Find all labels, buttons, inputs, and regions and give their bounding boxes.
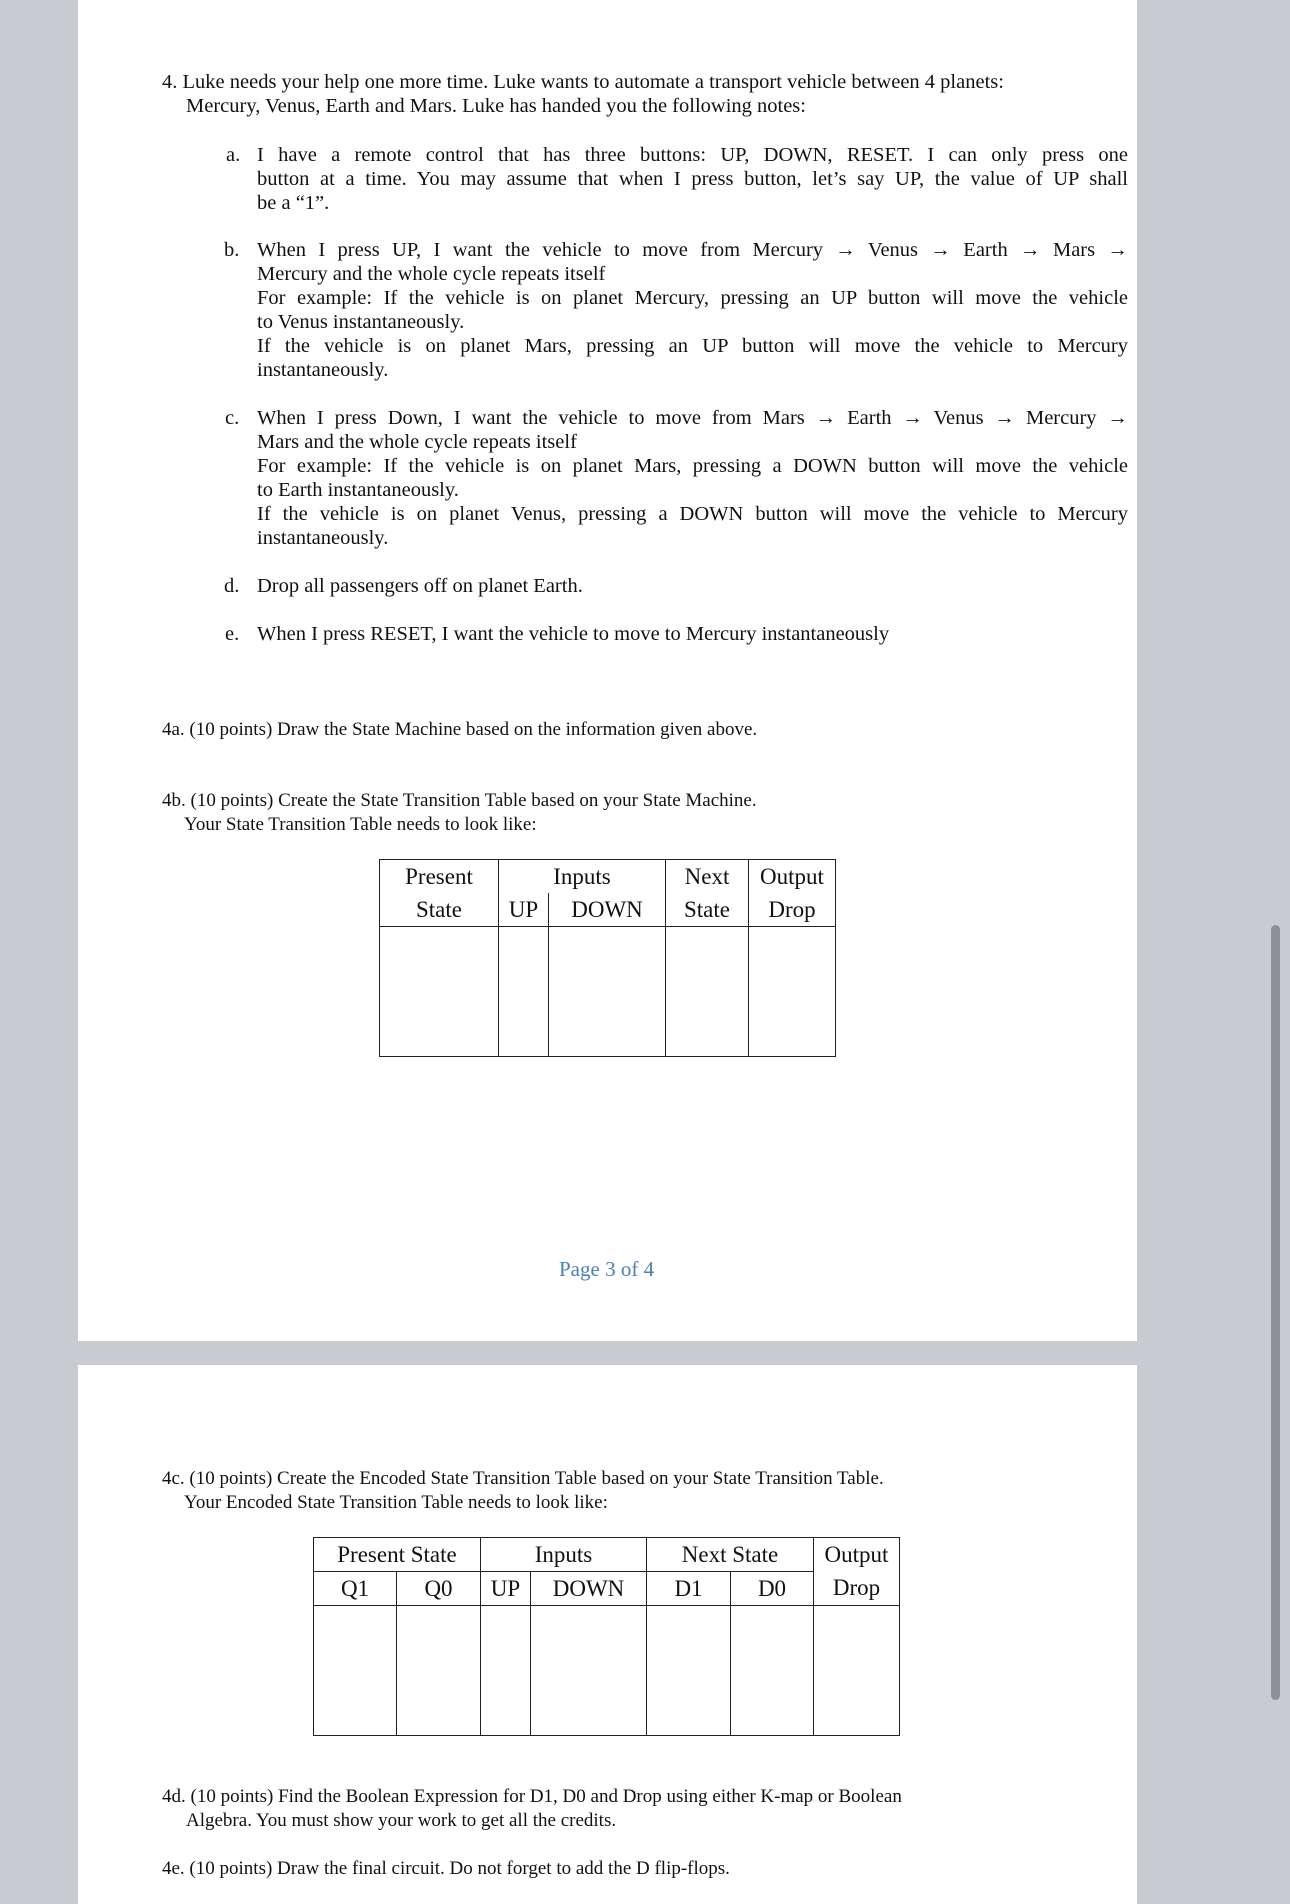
blank-cell bbox=[499, 927, 549, 1057]
header-down: DOWN bbox=[531, 1572, 647, 1606]
header-output: Output bbox=[814, 1538, 900, 1572]
header-down: DOWN bbox=[549, 893, 666, 927]
document-page-3 bbox=[78, 0, 1137, 1341]
question-4b-line-1: 4b. (10 points) Create the State Transition Table based on your State Machine. bbox=[162, 790, 757, 811]
item-b-line: instantaneously. bbox=[257, 359, 389, 381]
header-up: UP bbox=[499, 893, 549, 927]
item-b-line: When I press UP, I want the vehicle to move from Mercury → Venus → Earth → Mars → bbox=[257, 239, 1128, 261]
page-number: Page 3 of 4 bbox=[559, 1257, 655, 1281]
question-4b-line-2: Your State Transition Table needs to look like: bbox=[184, 814, 537, 835]
item-b-line: to Venus instantaneously. bbox=[257, 311, 465, 333]
header-next-state: Next State bbox=[647, 1538, 814, 1572]
question-4c-line-1: 4c. (10 points) Create the Encoded State Transition Table based on your State Transition Table. bbox=[162, 1468, 884, 1489]
document-page-4 bbox=[78, 1365, 1137, 1904]
item-e-line: When I press RESET, I want the vehicle to move to Mercury instantaneously bbox=[257, 623, 890, 645]
blank-cell bbox=[314, 1606, 397, 1736]
blank-cell bbox=[749, 927, 836, 1057]
question-4d-line-1: 4d. (10 points) Find the Boolean Expression for D1, D0 and Drop using either K-map or Boolean bbox=[162, 1786, 902, 1807]
question-4a: 4a. (10 points) Draw the State Machine based on the information given above. bbox=[162, 719, 758, 740]
blank-cell bbox=[814, 1606, 900, 1736]
item-e-marker: e. bbox=[225, 623, 240, 645]
item-a-line: button at a time. You may assume that when I press button, let’s say UP, the value of UP shall bbox=[257, 168, 1128, 190]
item-c-line: to Earth instantaneously. bbox=[257, 479, 459, 501]
item-b-line: Mercury and the whole cycle repeats itself bbox=[257, 263, 606, 285]
question-4d-line-2: Algebra. You must show your work to get all the credits. bbox=[186, 1810, 617, 1831]
blank-cell bbox=[549, 927, 666, 1057]
header-present: Present bbox=[380, 860, 499, 894]
question-4e: 4e. (10 points) Draw the final circuit. Do not forget to add the D flip-flops. bbox=[162, 1858, 730, 1879]
blank-cell bbox=[647, 1606, 731, 1736]
item-a-marker: a. bbox=[226, 144, 241, 166]
question-4-intro-line-1: 4. Luke needs your help one more time. Luke wants to automate a transport vehicle between 4 planets: bbox=[162, 71, 1004, 93]
item-c-line: When I press Down, I want the vehicle to move from Mars → Earth → Venus → Mercury → bbox=[257, 407, 1128, 429]
question-4-intro-line-2: Mercury, Venus, Earth and Mars. Luke has handed you the following notes: bbox=[186, 95, 806, 117]
header-drop: Drop bbox=[749, 893, 836, 927]
header-d1: D1 bbox=[647, 1572, 731, 1606]
item-a-line: I have a remote control that has three buttons: UP, DOWN, RESET. I can only press one bbox=[257, 144, 1128, 166]
scrollbar-thumb[interactable] bbox=[1271, 925, 1280, 1700]
item-c-line: For example: If the vehicle is on planet Mars, pressing a DOWN button will move the vehicle bbox=[257, 455, 1128, 477]
item-d-line: Drop all passengers off on planet Earth. bbox=[257, 575, 583, 597]
header-inputs: Inputs bbox=[481, 1538, 647, 1572]
blank-cell bbox=[380, 927, 499, 1057]
header-output: Output bbox=[749, 860, 836, 894]
blank-cell bbox=[481, 1606, 531, 1736]
header-d0: D0 bbox=[731, 1572, 814, 1606]
header-next: Next bbox=[666, 860, 749, 894]
header-up: UP bbox=[481, 1572, 531, 1606]
header-present-state: Present State bbox=[314, 1538, 481, 1572]
header-next-state: State bbox=[666, 893, 749, 927]
blank-cell bbox=[666, 927, 749, 1057]
header-q1: Q1 bbox=[314, 1572, 397, 1606]
item-c-line: If the vehicle is on planet Venus, pressing a DOWN button will move the vehicle to Mercury bbox=[257, 503, 1128, 525]
item-b-marker: b. bbox=[224, 239, 240, 261]
item-b-line: If the vehicle is on planet Mars, pressing an UP button will move the vehicle to Mercury bbox=[257, 335, 1128, 357]
header-inputs: Inputs bbox=[499, 860, 666, 894]
item-c-line: instantaneously. bbox=[257, 527, 389, 549]
item-d-marker: d. bbox=[224, 575, 240, 597]
blank-cell bbox=[531, 1606, 647, 1736]
encoded-state-transition-table bbox=[313, 1537, 900, 1736]
blank-cell bbox=[731, 1606, 814, 1736]
item-c-line: Mars and the whole cycle repeats itself bbox=[257, 431, 577, 453]
item-c-marker: c. bbox=[225, 407, 240, 429]
blank-cell bbox=[397, 1606, 481, 1736]
state-transition-table bbox=[379, 859, 836, 1057]
item-b-line: For example: If the vehicle is on planet Mercury, pressing an UP button will move the vehicle bbox=[257, 287, 1128, 309]
question-4c-line-2: Your Encoded State Transition Table needs to look like: bbox=[184, 1492, 608, 1513]
item-a-line: be a “1”. bbox=[257, 192, 330, 214]
header-q0: Q0 bbox=[397, 1572, 481, 1606]
header-state: State bbox=[380, 893, 499, 927]
header-drop: Drop bbox=[814, 1572, 900, 1606]
